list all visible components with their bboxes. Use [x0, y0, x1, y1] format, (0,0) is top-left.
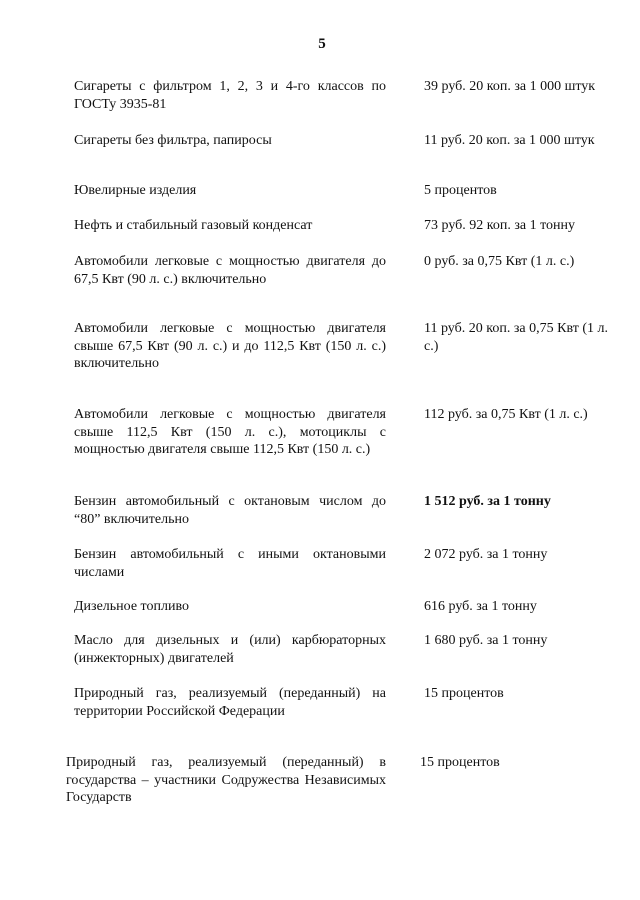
product-name: Автомобили легковые с мощностью двигателя свыше 112,5 Квт (150 л. с.), мотоциклы с мощностью двигателя свыше 112,5 Квт (150 л. с.): [74, 407, 386, 457]
tax-rate: 1 680 руб. за 1 тонну: [424, 633, 548, 648]
product-name: Дизельное топливо: [74, 599, 189, 614]
tax-rate: 112 руб. за 0,75 Квт (1 л. с.): [424, 407, 588, 422]
product-name: Бензин автомобильный с иными октановыми числами: [74, 547, 386, 580]
tax-rate: 0 руб. за 0,75 Квт (1 л. с.): [424, 254, 575, 269]
tax-rate: 616 руб. за 1 тонну: [424, 599, 537, 614]
tax-rate: 2 072 руб. за 1 тонну: [424, 547, 548, 562]
product-name: Бензин автомобильный с октановым числом до “80” включительно: [74, 494, 386, 527]
tax-rate: 15 процентов: [424, 686, 504, 701]
tax-rate: 5 процентов: [424, 183, 497, 198]
tax-rate: 11 руб. 20 коп. за 0,75 Квт (1 л. с.): [424, 321, 608, 354]
product-name: Сигареты без фильтра, папиросы: [74, 133, 272, 148]
product-name: Нефть и стабильный газовый конденсат: [74, 218, 313, 233]
tax-rate: 73 руб. 92 коп. за 1 тонну: [424, 218, 575, 233]
page-number: 5: [318, 36, 326, 52]
product-name: Масло для дизельных и (или) карбюраторных (инжекторных) двигателей: [74, 633, 386, 666]
tax-rate: 1 512 руб. за 1 тонну: [424, 494, 551, 509]
tax-rate: 15 процентов: [420, 755, 500, 770]
product-name: Ювелирные изделия: [74, 183, 197, 198]
product-name: Сигареты с фильтром 1, 2, 3 и 4-го классов по ГОСТу 3935-81: [74, 79, 386, 112]
product-name: Автомобили легковые с мощностью двигателя свыше 67,5 Квт (90 л. с.) и до 112,5 Квт (150 л. с.) включительно: [74, 321, 386, 371]
product-name: Природный газ, реализуемый (переданный) в государства – участники Содружества Независимых Государств: [66, 755, 386, 805]
tax-rate: 39 руб. 20 коп. за 1 000 штук: [424, 79, 596, 94]
product-name: Автомобили легковые с мощностью двигателя до 67,5 Квт (90 л. с.) включительно: [74, 254, 386, 287]
product-name: Природный газ, реализуемый (переданный) на территории Российской Федерации: [74, 686, 386, 719]
tax-rate: 11 руб. 20 коп. за 1 000 штук: [424, 133, 595, 148]
